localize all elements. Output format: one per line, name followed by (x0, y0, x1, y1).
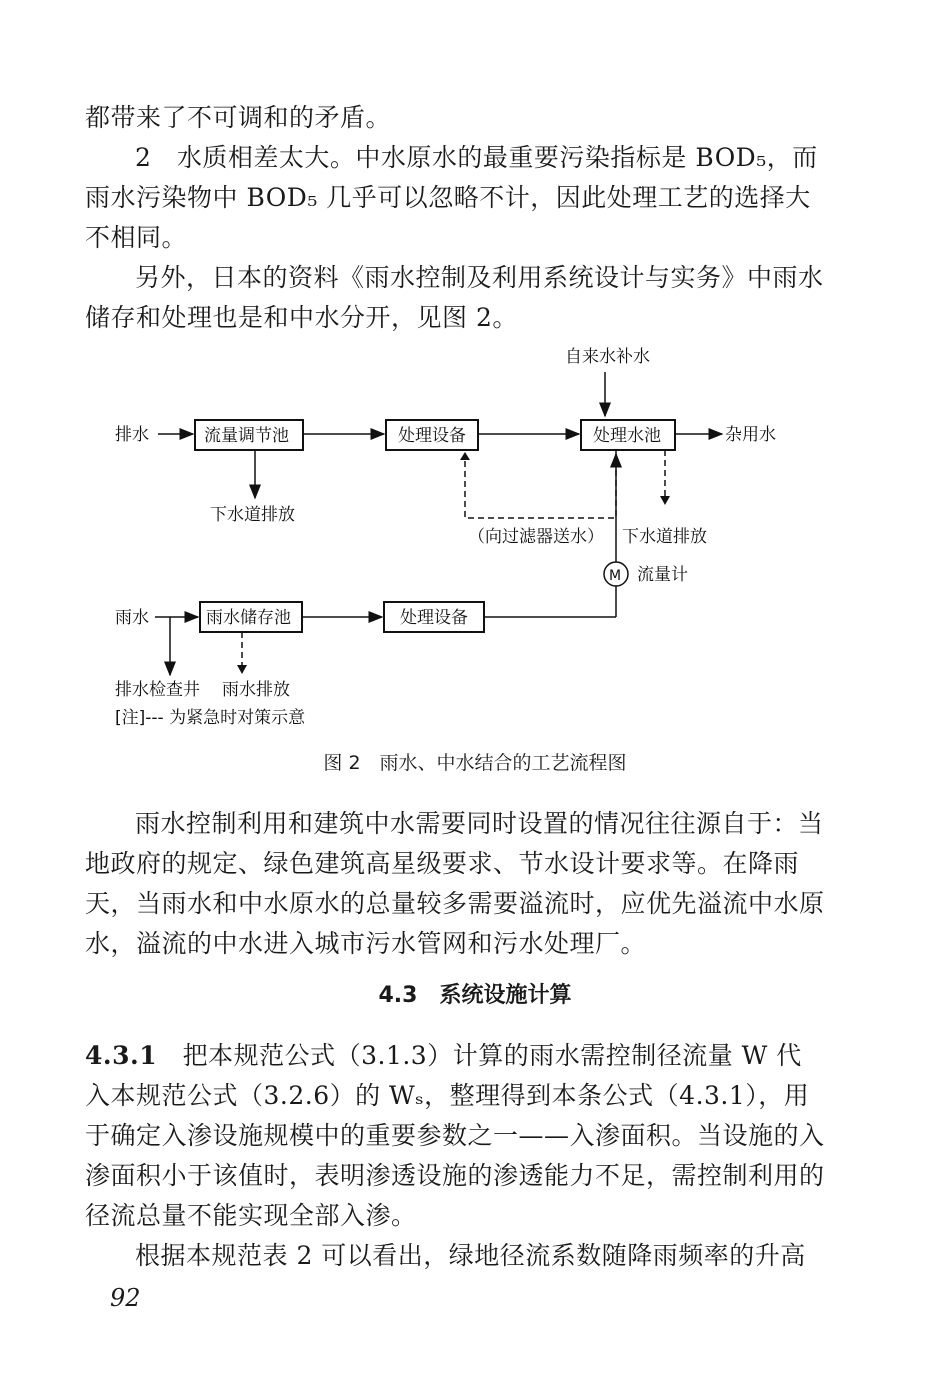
rain-tank-label: 雨水储存池 (206, 608, 291, 628)
dashed-arrow-head (460, 452, 470, 460)
top-text-block (85, 98, 825, 338)
drain-in-label: 排水 (115, 425, 149, 445)
paragraph-5: 把本规范公式（3.1.3）计算的雨水需控制径流量 W 代入本规范公式（3.2.6）的 Wₛ，整理得到本条公式（4.3.1），用于确定入渗设施规模中的重要参数之一——入渗面积。当设施的入渗面积小于该值时，表明渗透设施的渗透能力不足，需控制利用的径流总量不能实现全部入渗。 (85, 1041, 825, 1230)
diagram-note: [注]--- 为紧急时对策示意 (115, 708, 306, 728)
treatment-label-2: 处理设备 (400, 608, 468, 628)
misc-water-label: 杂用水 (725, 425, 776, 445)
treatment-label-1: 处理设备 (398, 426, 466, 446)
flow-tank-label: 流量调节池 (204, 426, 289, 446)
rain-in-label: 雨水 (115, 608, 149, 628)
figure-caption: 图 2 雨水、中水结合的工艺流程图 (323, 752, 627, 774)
sewer-label-2: 下水道排放 (622, 527, 707, 547)
process-flow-diagram (100, 330, 776, 730)
sewer-label-1: 下水道排放 (210, 505, 295, 525)
meter-symbol: M (609, 568, 622, 584)
section-title: 4.3 系统设施计算 (378, 983, 572, 1008)
rain-discharge-label: 雨水排放 (222, 680, 290, 700)
tap-water-label: 自来水补水 (565, 347, 650, 367)
clause-number: 4.3.1 (85, 1041, 158, 1070)
page-number: 92 (110, 1284, 141, 1312)
paragraph-2: 2 水质相差太大。中水原水的最重要污染指标是 BOD₅，而雨水污染物中 BOD₅ 几乎可以忽略不计，因此处理工艺的选择大不相同。 (85, 143, 818, 252)
dashed-sewer-arrow-head (660, 496, 670, 505)
flow-meter-label: 流量计 (637, 565, 688, 585)
paragraph-4: 雨水控制利用和建筑中水需要同时设置的情况往往源自于：当地政府的规定、绿色建筑高星级要求、节水设计要求等。在降雨天，当雨水和中水原水的总量较多需要溢流时，应优先溢流中水原水，溢流的中水进入城市污水管网和污水处理厂。 (85, 809, 825, 958)
paragraph-1: 都带来了不可调和的矛盾。 (85, 103, 392, 132)
inspection-well-label: 排水检查井 (115, 680, 200, 700)
middle-text-block (85, 804, 825, 964)
bottom-text-block (85, 1036, 825, 1276)
paragraph-6: 根据本规范表 2 可以看出，绿地径流系数随降雨频率的升高 (135, 1241, 806, 1270)
paragraph-3: 另外，日本的资料《雨水控制及利用系统设计与实务》中雨水储存和处理也是和中水分开，见图 2。 (85, 263, 824, 332)
dashed-rain-arrow-head (237, 665, 247, 674)
treatment-pool-label: 处理水池 (593, 426, 661, 446)
to-filter-label: （向过滤器送水） (468, 527, 604, 547)
dashed-filter-loop (465, 450, 616, 518)
